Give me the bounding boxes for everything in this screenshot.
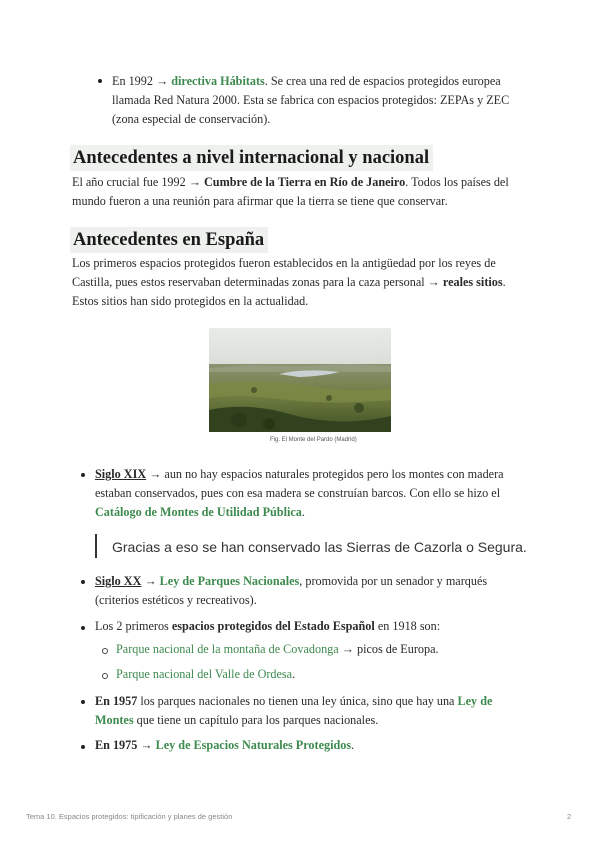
quote-cazorla: Gracias a eso se han conservado las Sierras de Cazorla o Segura.	[112, 539, 527, 555]
link-covadonga[interactable]: Parque nacional de la montaña de Covadonga	[116, 642, 339, 656]
bullet-siglo-xx: Siglo XX → Ley de Parques Nacionales, promovida por un senador y marqués (criterios estéticos y recreativos).	[95, 574, 488, 607]
footer-title: Tema 10. Espacios protegidos: tipificación y planes de gestión	[26, 812, 233, 821]
bullet-marker	[81, 580, 85, 584]
link-ley-parques-nacionales[interactable]: Ley de Parques Nacionales	[159, 574, 300, 588]
heading-internacional-nacional: Antecedentes a nivel internacional y nacional	[70, 145, 433, 171]
photo-caption: Fig. El Monte del Pardo (Madrid)	[270, 437, 357, 443]
paragraph-cumbre: El año crucial fue 1992 → Cumbre de la Tierra en Río de Janeiro. Todos los países del mundo fueron a una reunión para afirmar que la tierra se tiene que conservar.	[72, 175, 509, 208]
sub-bullet-ordesa: Parque nacional del Valle de Ordesa.	[116, 667, 296, 681]
bullet-red-natura: En 1992 → directiva Hábitats. Se crea una red de espacios protegidos europea llamada Red Natura 2000. Esta se fabrica con espacios protegidos: ZEPAs y ZEC (zona especial de conservación).	[112, 74, 510, 126]
bullet-marker	[81, 473, 85, 477]
sub-bullet-marker	[102, 673, 108, 679]
sub-bullet-covadonga: Parque nacional de la montaña de Covadonga → picos de Europa.	[116, 642, 439, 656]
link-directiva-habitats[interactable]: directiva Hábitats	[171, 74, 265, 88]
link-ley-montes[interactable]: Ley de	[457, 694, 493, 708]
bullet-1975: En 1975 → Ley de Espacios Naturales Protegidos.	[95, 738, 355, 752]
link-ordesa[interactable]: Parque nacional del Valle de Ordesa	[116, 667, 293, 681]
bullet-marker	[81, 700, 85, 704]
link-ley-montes-cont[interactable]: Montes	[95, 713, 134, 727]
link-ley-espacios-naturales[interactable]: Ley de Espacios Naturales Protegidos	[155, 738, 352, 752]
paragraph-reales-sitios: Los primeros espacios protegidos fueron establecidos en la antigüedad por los reyes de Castilla, pues estos reservaban determinadas zonas para la caza personal → reales sitios. Estos sitios han sido protegidos en la actualidad.	[72, 256, 506, 308]
heading-espana: Antecedentes en España	[70, 227, 268, 253]
bullet-siglo-xix: Siglo XIX → aun no hay espacios naturales protegidos pero los montes con madera estaban conservados, pues con esa madera se construían barcos. Con ello se hizo el Catálogo de Montes de Utilidad Pública.	[95, 467, 504, 519]
bullet-marker	[81, 745, 85, 749]
bullet-marker	[81, 626, 85, 630]
landscape-image-icon	[209, 328, 391, 432]
landscape-photo	[209, 328, 391, 432]
page-number: 2	[567, 812, 572, 821]
bullet-marker	[98, 79, 102, 83]
quote-bar	[95, 534, 97, 558]
link-catalogo-montes[interactable]: Catálogo de Montes de Utilidad Pública	[95, 505, 302, 519]
bullet-primeros-espacios: Los 2 primeros espacios protegidos del Estado Español en 1918 son:	[95, 619, 441, 633]
sub-bullet-marker	[102, 648, 108, 654]
bullet-1957: En 1957 los parques nacionales no tienen una ley única, sino que hay una Ley de Montes que tiene un capítulo para los parques nacionales.	[95, 694, 493, 727]
